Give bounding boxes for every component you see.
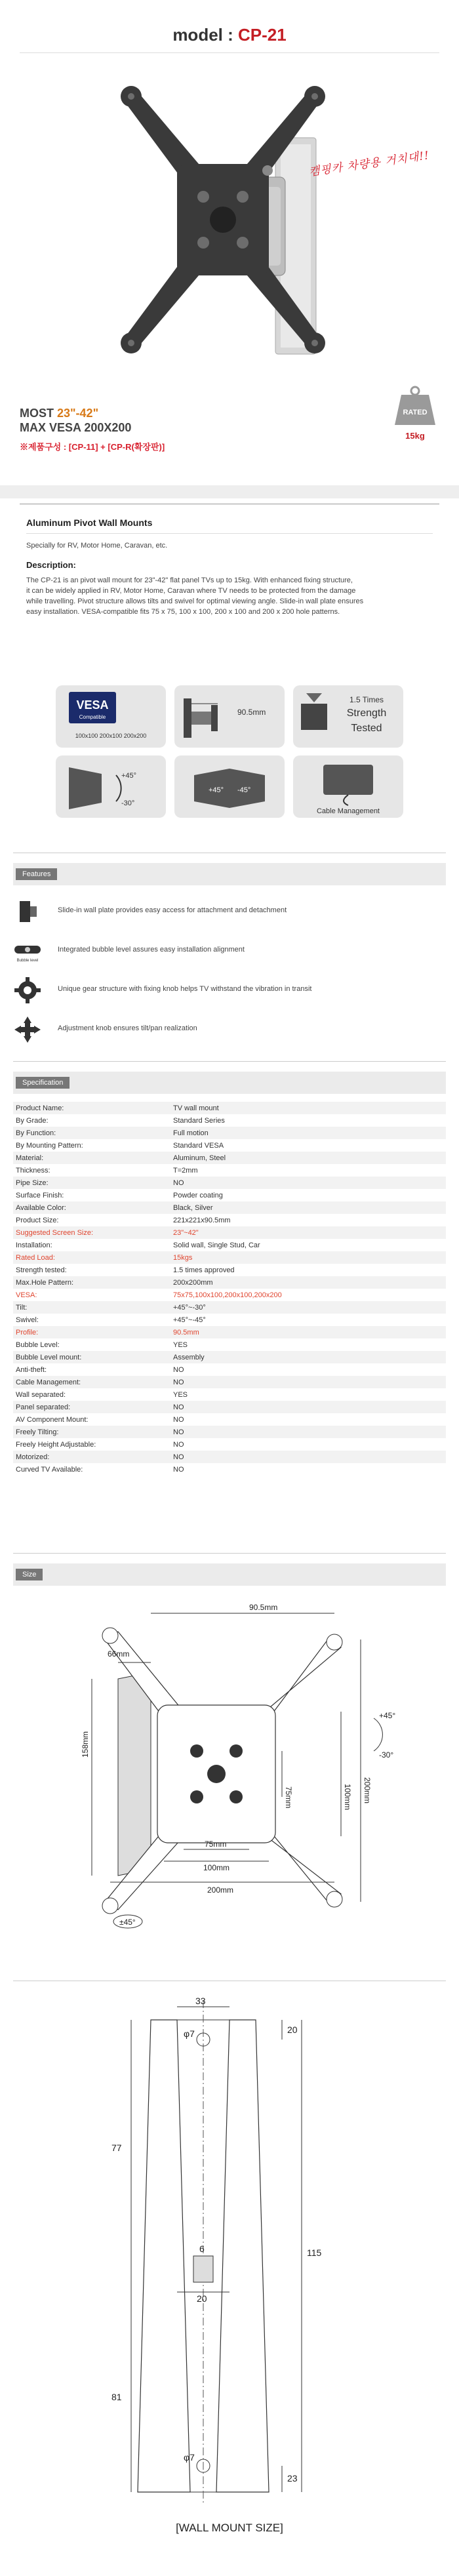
tilt-down-label: -30°	[379, 1750, 394, 1760]
dim-6: 6	[199, 2244, 205, 2254]
spec-key: Rated Load:	[13, 1251, 170, 1264]
spec-value: Standard VESA	[173, 1141, 224, 1150]
spec-value: Solid wall, Single Stud, Car	[173, 1241, 260, 1249]
spec-key: Bubble Level mount:	[13, 1351, 170, 1363]
product-image	[111, 66, 334, 400]
feature-item	[13, 931, 446, 971]
spec-value: +45°~-30°	[170, 1301, 446, 1314]
feature-text: Unique gear structure with fixing knob helps TV withstand the vibration in transit	[58, 985, 312, 993]
tilt-up-label: +45°	[379, 1711, 396, 1720]
spec-row	[13, 1189, 446, 1201]
description-title: Aluminum Pivot Wall Mounts	[26, 517, 153, 528]
spec-key: Wall separated:	[16, 1390, 66, 1399]
feature-text: Adjustment knob ensures tilt/pan realization	[58, 1024, 197, 1032]
strength-line-2: Strength	[346, 708, 387, 719]
spec-row	[13, 1152, 446, 1164]
title-divider	[20, 52, 439, 53]
spec-value: Assembly	[170, 1351, 446, 1363]
spec-value: 200x200mm	[170, 1276, 446, 1289]
spec-key: Max.Hole Pattern:	[13, 1276, 170, 1289]
bubble-level-caption: Bubble level	[16, 959, 39, 963]
wall-mount-diagram	[85, 1994, 374, 2518]
spec-row	[13, 1139, 446, 1152]
spec-key: By Mounting Pattern:	[16, 1141, 83, 1150]
spec-value: Aluminum, Steel	[170, 1152, 446, 1164]
spec-row	[13, 1301, 446, 1314]
features-header	[13, 863, 446, 885]
tile-cable	[293, 755, 403, 818]
fit-sizes: 23"-42"	[57, 407, 99, 420]
dim-66: 66mm	[108, 1649, 130, 1659]
spec-key: Product Name:	[13, 1102, 170, 1114]
spec-value: 23"~42"	[170, 1226, 446, 1239]
spec-key: Material:	[13, 1152, 170, 1164]
spec-row	[13, 1289, 446, 1301]
spec-value: NO	[170, 1376, 446, 1388]
spec-value: 90.5mm	[170, 1326, 446, 1338]
specification-header	[13, 1072, 446, 1094]
spec-key: Thickness:	[16, 1166, 50, 1175]
spec-row	[13, 1376, 446, 1388]
spec-value: 221x221x90.5mm	[173, 1216, 231, 1224]
spec-row	[13, 1214, 446, 1226]
fit-prefix: MOST	[20, 407, 57, 420]
spec-row	[13, 1276, 446, 1289]
spec-key: Freely Height Adjustable:	[16, 1440, 96, 1449]
dim-23: 23	[287, 2473, 298, 2484]
dim-200-vertical: 200mm	[363, 1777, 372, 1804]
max-vesa: MAX VESA 200X200	[20, 421, 132, 434]
spec-value: NO	[170, 1177, 446, 1189]
tilt-up: +45°	[121, 772, 137, 780]
spec-key: Surface Finish:	[16, 1191, 64, 1199]
spec-row	[13, 1251, 446, 1264]
product-composition: ※제품구성 : [CP-11] + [CP-R(확장판)]	[20, 442, 165, 452]
dim-75-vertical: 75mm	[284, 1786, 293, 1809]
spec-value: YES	[173, 1340, 188, 1349]
tilt-down: -30°	[121, 799, 135, 807]
feature-item	[13, 971, 446, 1010]
hole-top-phi: φ7	[184, 2028, 195, 2039]
tile-strength	[293, 685, 403, 748]
section-separator	[13, 1553, 446, 1554]
dim-100-vertical: 100mm	[343, 1784, 352, 1811]
spec-key: By Grade:	[16, 1116, 49, 1125]
slide-plate-icon	[13, 897, 42, 926]
hole-bottom-phi: φ7	[184, 2452, 195, 2463]
spec-key: Cable Management:	[13, 1376, 170, 1388]
feature-text: Integrated bubble level assures easy installation alignment	[58, 946, 245, 954]
feature-text: Slide-in wall plate provides easy access for attachment and detachment	[58, 906, 287, 914]
tile-swivel	[174, 755, 285, 818]
dim-158: 158mm	[81, 1731, 90, 1758]
spec-value: 75x75,100x100,200x100,200x200	[173, 1291, 282, 1299]
spec-row	[13, 1438, 446, 1451]
weight-icon	[392, 386, 438, 426]
spec-row	[13, 1226, 446, 1239]
spec-key: Curved TV Available:	[16, 1465, 83, 1474]
section-divider-strip	[0, 485, 459, 498]
spec-value: Powder coating	[173, 1191, 223, 1199]
dim-100-horizontal: 100mm	[203, 1863, 230, 1872]
spec-row	[13, 1363, 446, 1376]
description-subtitle: Specially for RV, Motor Home, Caravan, etc.	[26, 542, 168, 550]
description-divider	[26, 533, 433, 534]
move-arrows-icon	[13, 1015, 42, 1044]
spec-key: Swivel:	[16, 1316, 39, 1324]
size-label: Size	[16, 1569, 43, 1580]
spec-value: TV wall mount	[170, 1102, 446, 1114]
spec-row	[13, 1114, 446, 1127]
dim-115: 115	[307, 2247, 322, 2258]
description-line: while travelling. Pivot structure allows tilts and swivel for optimal viewing angle. Slide-in wall plate ensures	[26, 597, 364, 605]
spec-key: Bubble Level:	[16, 1340, 60, 1349]
spec-key: Freely Tilting:	[13, 1426, 170, 1438]
spec-row	[13, 1127, 446, 1139]
model-title	[0, 25, 459, 45]
swivel-label: ±45°	[119, 1918, 136, 1927]
spec-row	[13, 1239, 446, 1251]
spec-row	[13, 1413, 446, 1426]
spec-table	[13, 1102, 446, 1476]
vesa-compatible: Compatible	[79, 714, 106, 720]
dim-top: 90.5mm	[249, 1603, 278, 1612]
description-line: easy installation. VESA-compatible fits 75 x 75, 100 x 100, 200 x 100 and 200 x 200 hole patterns.	[26, 608, 340, 616]
spec-value: YES	[173, 1390, 188, 1399]
spec-row	[13, 1314, 446, 1326]
description-line: it can be widely applied in RV, Motor Home, Caravan where TV needs to be protected from the damage	[26, 587, 356, 595]
description-heading: Description:	[26, 560, 76, 570]
spec-value: NO	[173, 1415, 184, 1424]
cable-management: Cable Management	[316, 807, 380, 815]
dim-20-top: 20	[287, 2024, 298, 2035]
handwriting-slogan: 캠핑카 차량용 거치대!!	[308, 149, 431, 179]
spec-value: NO	[170, 1426, 446, 1438]
feature-item	[13, 892, 446, 931]
spec-key: Product Size:	[16, 1216, 59, 1224]
spec-value: NO	[170, 1401, 446, 1413]
spec-key: Anti-theft:	[16, 1365, 47, 1374]
dim-75-horizontal: 75mm	[205, 1840, 227, 1849]
dim-200-horizontal: 200mm	[207, 1885, 234, 1895]
specification-label: Specification	[16, 1077, 70, 1089]
spec-row	[13, 1326, 446, 1338]
spec-row	[13, 1338, 446, 1351]
strength-line-1: 1.5 Times	[349, 695, 384, 704]
spec-key: VESA:	[16, 1291, 37, 1299]
description-block	[20, 504, 439, 655]
features-label: Features	[16, 868, 57, 880]
spec-value: Full motion	[170, 1127, 446, 1139]
spec-row	[13, 1351, 446, 1363]
spec-key: Strength tested:	[16, 1266, 67, 1274]
wall-mount-caption: [WALL MOUNT SIZE]	[176, 2522, 283, 2534]
gear-icon	[13, 976, 42, 1005]
swivel-right: -45°	[237, 786, 251, 794]
spec-value: +45°~-45°	[173, 1316, 206, 1324]
spec-key: Suggested Screen Size:	[13, 1226, 170, 1239]
model-code: CP-21	[237, 25, 287, 45]
spec-value: NO	[170, 1451, 446, 1463]
tile-profile	[174, 685, 285, 748]
spec-value: Standard Series	[173, 1116, 225, 1125]
swivel-left: +45°	[209, 786, 224, 794]
vesa-sizes: 100x100 200x100 200x200	[75, 733, 147, 739]
spec-row	[13, 1164, 446, 1177]
spec-row	[13, 1451, 446, 1463]
spec-row	[13, 1388, 446, 1401]
spec-row	[13, 1264, 446, 1276]
spec-value: 15kgs	[170, 1251, 446, 1264]
tile-tilt	[56, 755, 166, 818]
spec-row	[13, 1401, 446, 1413]
spec-row	[13, 1102, 446, 1114]
spec-row	[13, 1201, 446, 1214]
spec-value: Black, Silver	[170, 1201, 446, 1214]
model-prefix: model :	[172, 25, 238, 45]
description-text	[26, 575, 433, 617]
profile-depth: 90.5mm	[237, 708, 266, 717]
spec-key: Pipe Size:	[13, 1177, 170, 1189]
wall-width-33: 33	[195, 1996, 206, 2006]
spec-key: Motorized:	[13, 1451, 170, 1463]
spec-value: NO	[173, 1365, 184, 1374]
strength-line-3: Tested	[351, 723, 382, 734]
spec-value: NO	[173, 1465, 184, 1474]
rated-load-value: 15kg	[405, 431, 425, 441]
bubble-level-icon	[13, 936, 42, 965]
spec-key: Profile:	[13, 1326, 170, 1338]
dim-77: 77	[111, 2143, 122, 2153]
spec-key: Panel separated:	[13, 1401, 170, 1413]
dim-20-mid: 20	[197, 2293, 207, 2304]
vesa-logo: VESA	[76, 698, 109, 712]
rated-label: RATED	[403, 409, 428, 416]
tile-vesa	[56, 685, 166, 748]
spec-row	[13, 1463, 446, 1476]
screen-size-fit	[20, 407, 98, 420]
size-header	[13, 1563, 446, 1586]
spec-value: 1.5 times approved	[173, 1266, 235, 1274]
size-diagram	[52, 1600, 407, 1941]
spec-key: AV Component Mount:	[16, 1415, 89, 1424]
spec-value: NO	[173, 1440, 184, 1449]
spec-value: T=2mm	[173, 1166, 198, 1175]
dim-81: 81	[111, 2392, 122, 2402]
spec-row	[13, 1426, 446, 1438]
spec-key: Installation:	[16, 1241, 52, 1249]
rated-load-badge	[392, 386, 438, 441]
section-separator	[13, 1061, 446, 1062]
feature-item	[13, 1010, 446, 1049]
spec-key: Tilt:	[13, 1301, 170, 1314]
description-line: The CP-21 is an pivot wall mount for 23"-42" flat panel TVs up to 15kg. With enhanced fixing structure,	[26, 576, 353, 584]
spec-row	[13, 1177, 446, 1189]
spec-key: Available Color:	[13, 1201, 170, 1214]
spec-key: By Function:	[13, 1127, 170, 1139]
